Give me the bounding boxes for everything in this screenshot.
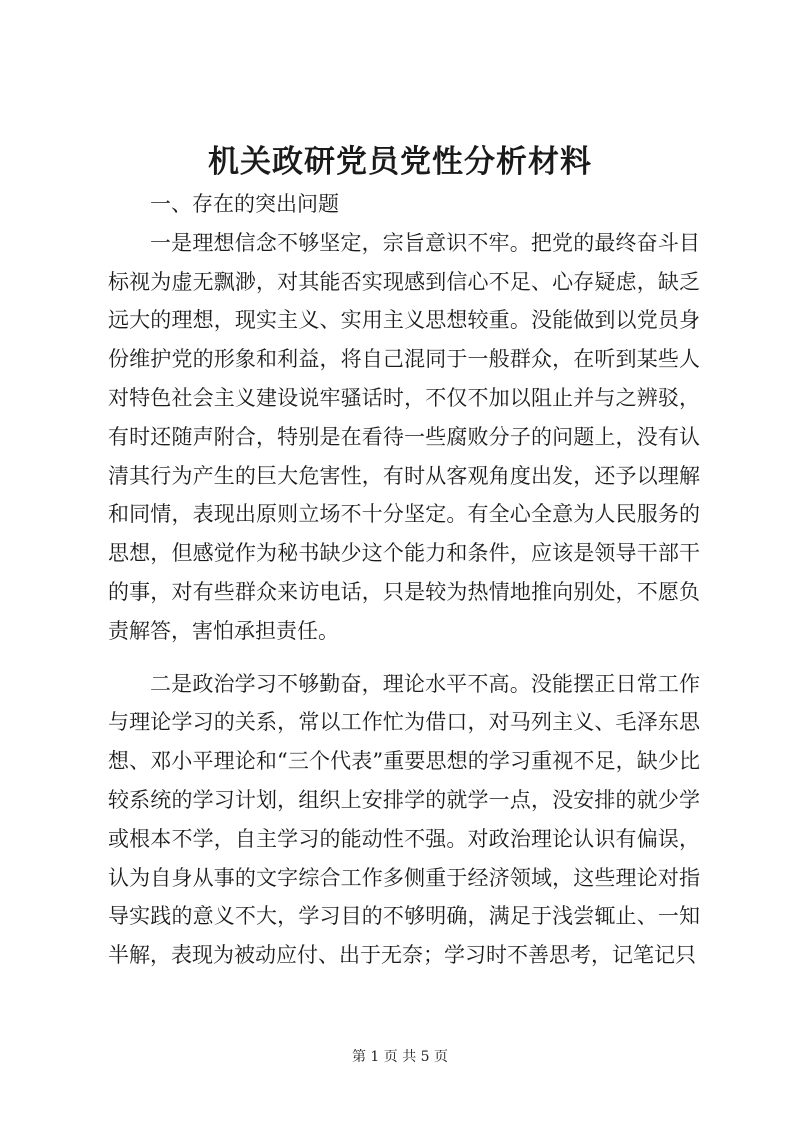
paragraph-study: 二是政治学习不够勤奋，理论水平不高。没能摆正日常工作与理论学习的关系，常以工作忙为借口，对马列主义、毛泽东思想、邓小平理论和“三个代表”重要思想的学习重视不足，缺少比较系统的学习计划，组织上安排学的就学一点，没安排的就少学或根本不学，自主学习的能动性不强。对政治理论认识有偏误，认为自身从事的文字综合工作多侧重于经济领域，这些理论对指导实践的意义不大，学习目的不够明确，满足于浅尝辄止、一知半解，表现为被动应付、出于无奈；学习时不善思考，记笔记只 — [108, 671, 700, 968]
section-heading: 一、存在的突出问题 — [150, 192, 339, 216]
document-body — [108, 185, 700, 975]
paragraph-ideals: 一是理想信念不够坚定，宗旨意识不牢。把党的最终奋斗目标视为虚无飘渺，对其能否实现感到信心不足、心存疑虑，缺乏远大的理想，现实主义、实用主义思想较重。没能做到以党员身份维护党的形象和利益，将自己混同于一般群众，在听到某些人对特色社会主义建设说牢骚话时，不仅不加以阻止并与之辨驳，有时还随声附合，特别是在看待一些腐败分子的问题上，没有认清其行为产生的巨大危害性，有时从客观角度出发，还予以理解和同情，表现出原则立场不十分坚定。有全心全意为人民服务的思想，但感觉作为秘书缺少这个能力和条件，应该是领导干部干的事，对有些群众来访电话，只是较为热情地推向别处，不愿负责解答，害怕承担责任。 — [108, 230, 700, 643]
document-title: 机关政研党员党性分析材料 — [208, 144, 592, 180]
page-footer: 第 1 页 共 5 页 — [351, 1049, 449, 1065]
